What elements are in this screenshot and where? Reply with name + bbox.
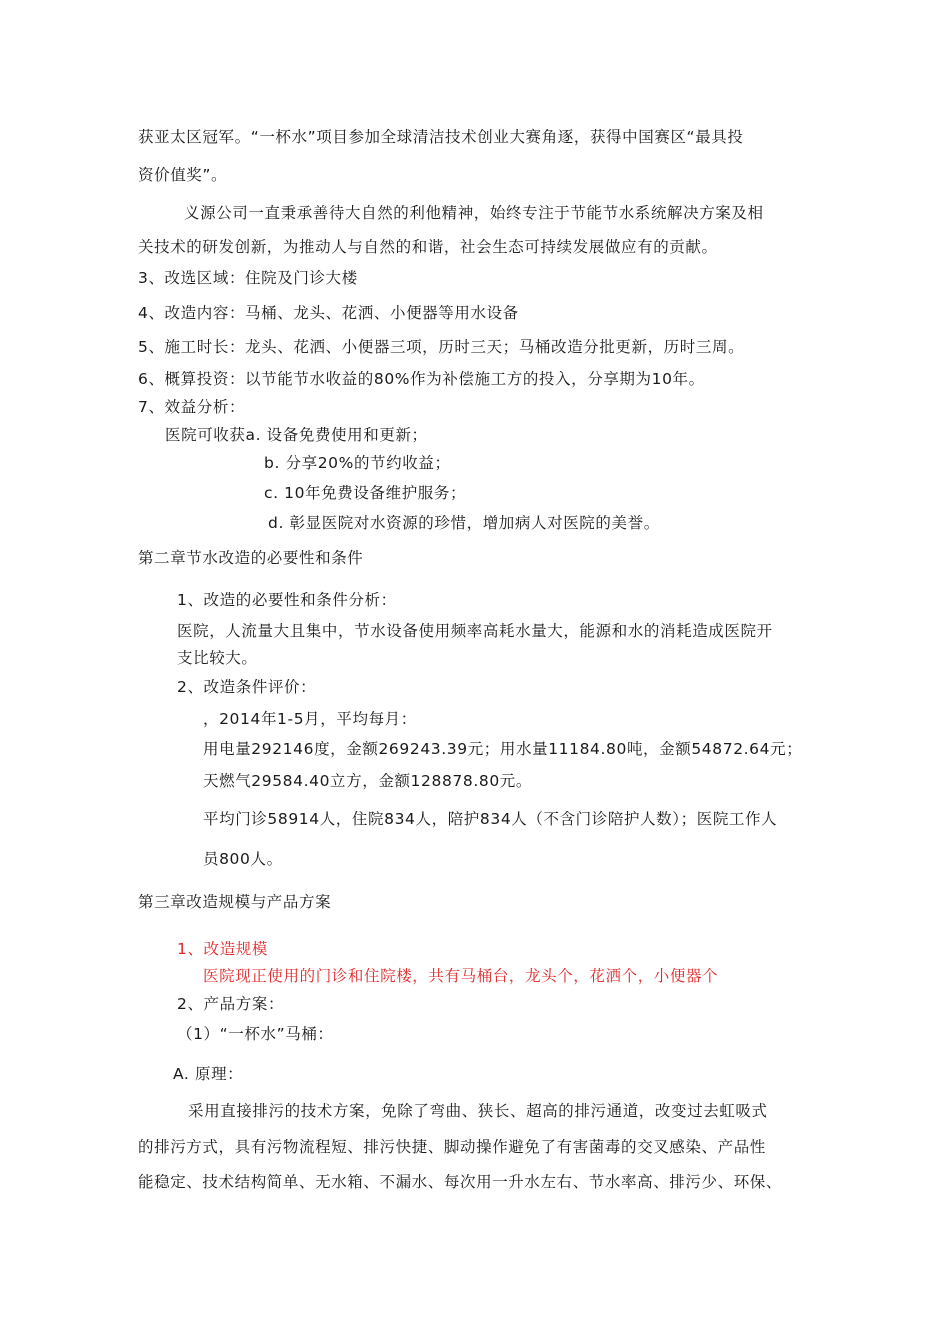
chapter-2-subheading-2: 2、改造条件评价： [177, 678, 317, 696]
list-item-5: 5、施工时长：龙头、花洒、小便器三项，历时三天；马桶改造分批更新，历时三周。 [138, 338, 745, 356]
paragraph-line: 义源公司一直秉承善待大自然的利他精神，始终专注于节能节水系统解决方案及相 [184, 204, 764, 222]
list-item-7: 7、效益分析： [138, 398, 246, 416]
paragraph-line: 医院现正使用的门诊和住院楼，共有马桶台，龙头个，花洒个，小便器个 [203, 967, 719, 985]
benefit-c: c. 10年免费设备维护服务； [264, 484, 467, 502]
paragraph-line: ，2014年1-5月，平均每月： [203, 710, 417, 728]
chapter-3-subheading-2: 2、产品方案： [177, 995, 285, 1013]
list-item-3: 3、改选区域：住院及门诊大楼 [138, 269, 358, 287]
product-heading: （1）“一杯水”马桶： [177, 1025, 334, 1043]
paragraph-line: 平均门诊58914人，住院834人，陪护834人（不含门诊陪护人数）；医院工作人 [203, 810, 778, 828]
paragraph-line: 关技术的研发创新，为推动人与自然的和谐，社会生态可持续发展做应有的贡献。 [138, 238, 718, 256]
paragraph-line: 能稳定、技术结构简单、无水箱、不漏水、每次用一升水左右、节水率高、排污少、环保、 [138, 1173, 783, 1191]
paragraph-line: 用电量292146度，金额269243.39元；用水量11184.80吨，金额54872.64元； [203, 740, 803, 758]
paragraph-line: 采用直接排污的技术方案，免除了弯曲、狭长、超高的排污通道，改变过去虹吸式 [188, 1102, 768, 1120]
paragraph-line: 的排污方式，具有污物流程短、排污快捷、脚动操作避免了有害菌毒的交叉感染、产品性 [138, 1138, 766, 1156]
benefit-a: 医院可收获a. 设备免费使用和更新； [165, 426, 428, 444]
list-item-4: 4、改造内容：马桶、龙头、花洒、小便器等用水设备 [138, 304, 519, 322]
chapter-3-title: 第三章改造规模与产品方案 [138, 893, 332, 911]
chapter-3-subheading-1: 1、改造规模 [177, 940, 268, 958]
list-item-6: 6、概算投资：以节能节水收益的80%作为补偿施工方的投入，分享期为10年。 [138, 370, 705, 388]
paragraph-line: 员800人。 [203, 850, 283, 868]
chapter-2-title: 第二章节水改造的必要性和条件 [138, 549, 364, 567]
paragraph-line: 医院，人流量大且集中，节水设备使用频率高耗水量大，能源和水的消耗造成医院开 [177, 622, 773, 640]
benefit-b: b. 分享20%的节约收益； [264, 454, 451, 472]
paragraph-line: 支比较大。 [177, 649, 258, 667]
paragraph-line: 获亚太区冠军。“一杯水”项目参加全球清洁技术创业大赛角逐，获得中国赛区“最具投 [138, 128, 744, 146]
paragraph-line: 资价值奖”。 [138, 166, 228, 184]
chapter-2-subheading-1: 1、改造的必要性和条件分析： [177, 591, 397, 609]
principle-heading: A. 原理： [173, 1065, 244, 1083]
benefit-d: d. 彰显医院对水资源的珍惜，增加病人对医院的美誉。 [268, 514, 660, 532]
paragraph-line: 天燃气29584.40立方，金额128878.80元。 [203, 772, 532, 790]
